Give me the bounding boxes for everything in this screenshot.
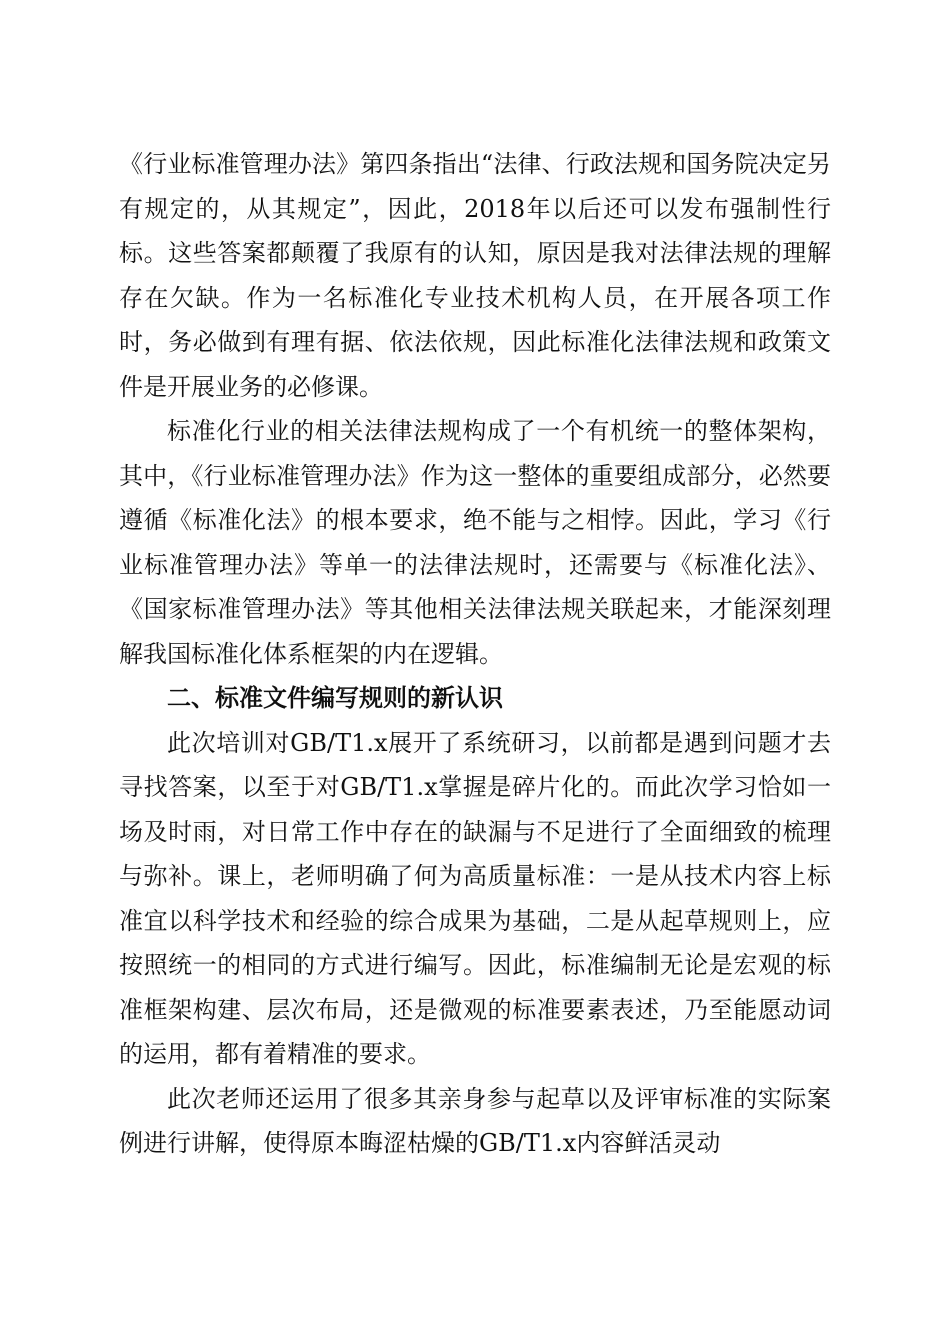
section-heading-writing-rules: 二、标准文件编写规则的新认识	[167, 684, 503, 712]
paragraph-legal-framework: 标准化行业的相关法律法规构成了一个有机统一的整体架构，其中，《行业标准管理办法》作为这一整体的重要组成部分，必然要遵循《标准化法》的根本要求，绝不能与之相悖。因此，学习《行业标准管理办法》等单一的法律法规时，还需要与《标准化法》、《国家标准管理办法》等其他相关法律法规关联起来，才能深刻理解我国标准化体系框架的内在逻辑。	[119, 417, 831, 668]
paragraph-industry-standard-article: 《行业标准管理办法》第四条指出“法律、行政法规和国务院决定另有规定的，从其规定”，因此，2018年以后还可以发布强制性行标。这些答案都颠覆了我原有的认知，原因是我对法律法规的理解存在欠缺。作为一名标准化专业技术机构人员，在开展各项工作时，务必做到有理有据、依法依规，因此标准化法律法规和政策文件是开展业务的必修课。	[119, 150, 831, 401]
document-body	[119, 142, 831, 1166]
paragraph-gbt1-training: 此次培训对GB/T1.x展开了系统研习，以前都是遇到问题才去寻找答案，以至于对GB/T1.x掌握是碎片化的。而此次学习恰如一场及时雨，对日常工作中存在的缺漏与不足进行了全面细致的梳理与弥补。课上，老师明确了何为高质量标准：一是从技术内容上标准宜以科学技术和经验的综合成果为基础，二是从起草规则上，应按照统一的相同的方式进行编写。因此，标准编制无论是宏观的标准框架构建、层次布局，还是微观的标准要素表述，乃至能愿动词的运用，都有着精准的要求。	[119, 728, 831, 1068]
paragraph-case-examples: 此次老师还运用了很多其亲身参与起草以及评审标准的实际案例进行讲解，使得原本晦涩枯燥的GB/T1.x内容鲜活灵动	[119, 1084, 831, 1157]
